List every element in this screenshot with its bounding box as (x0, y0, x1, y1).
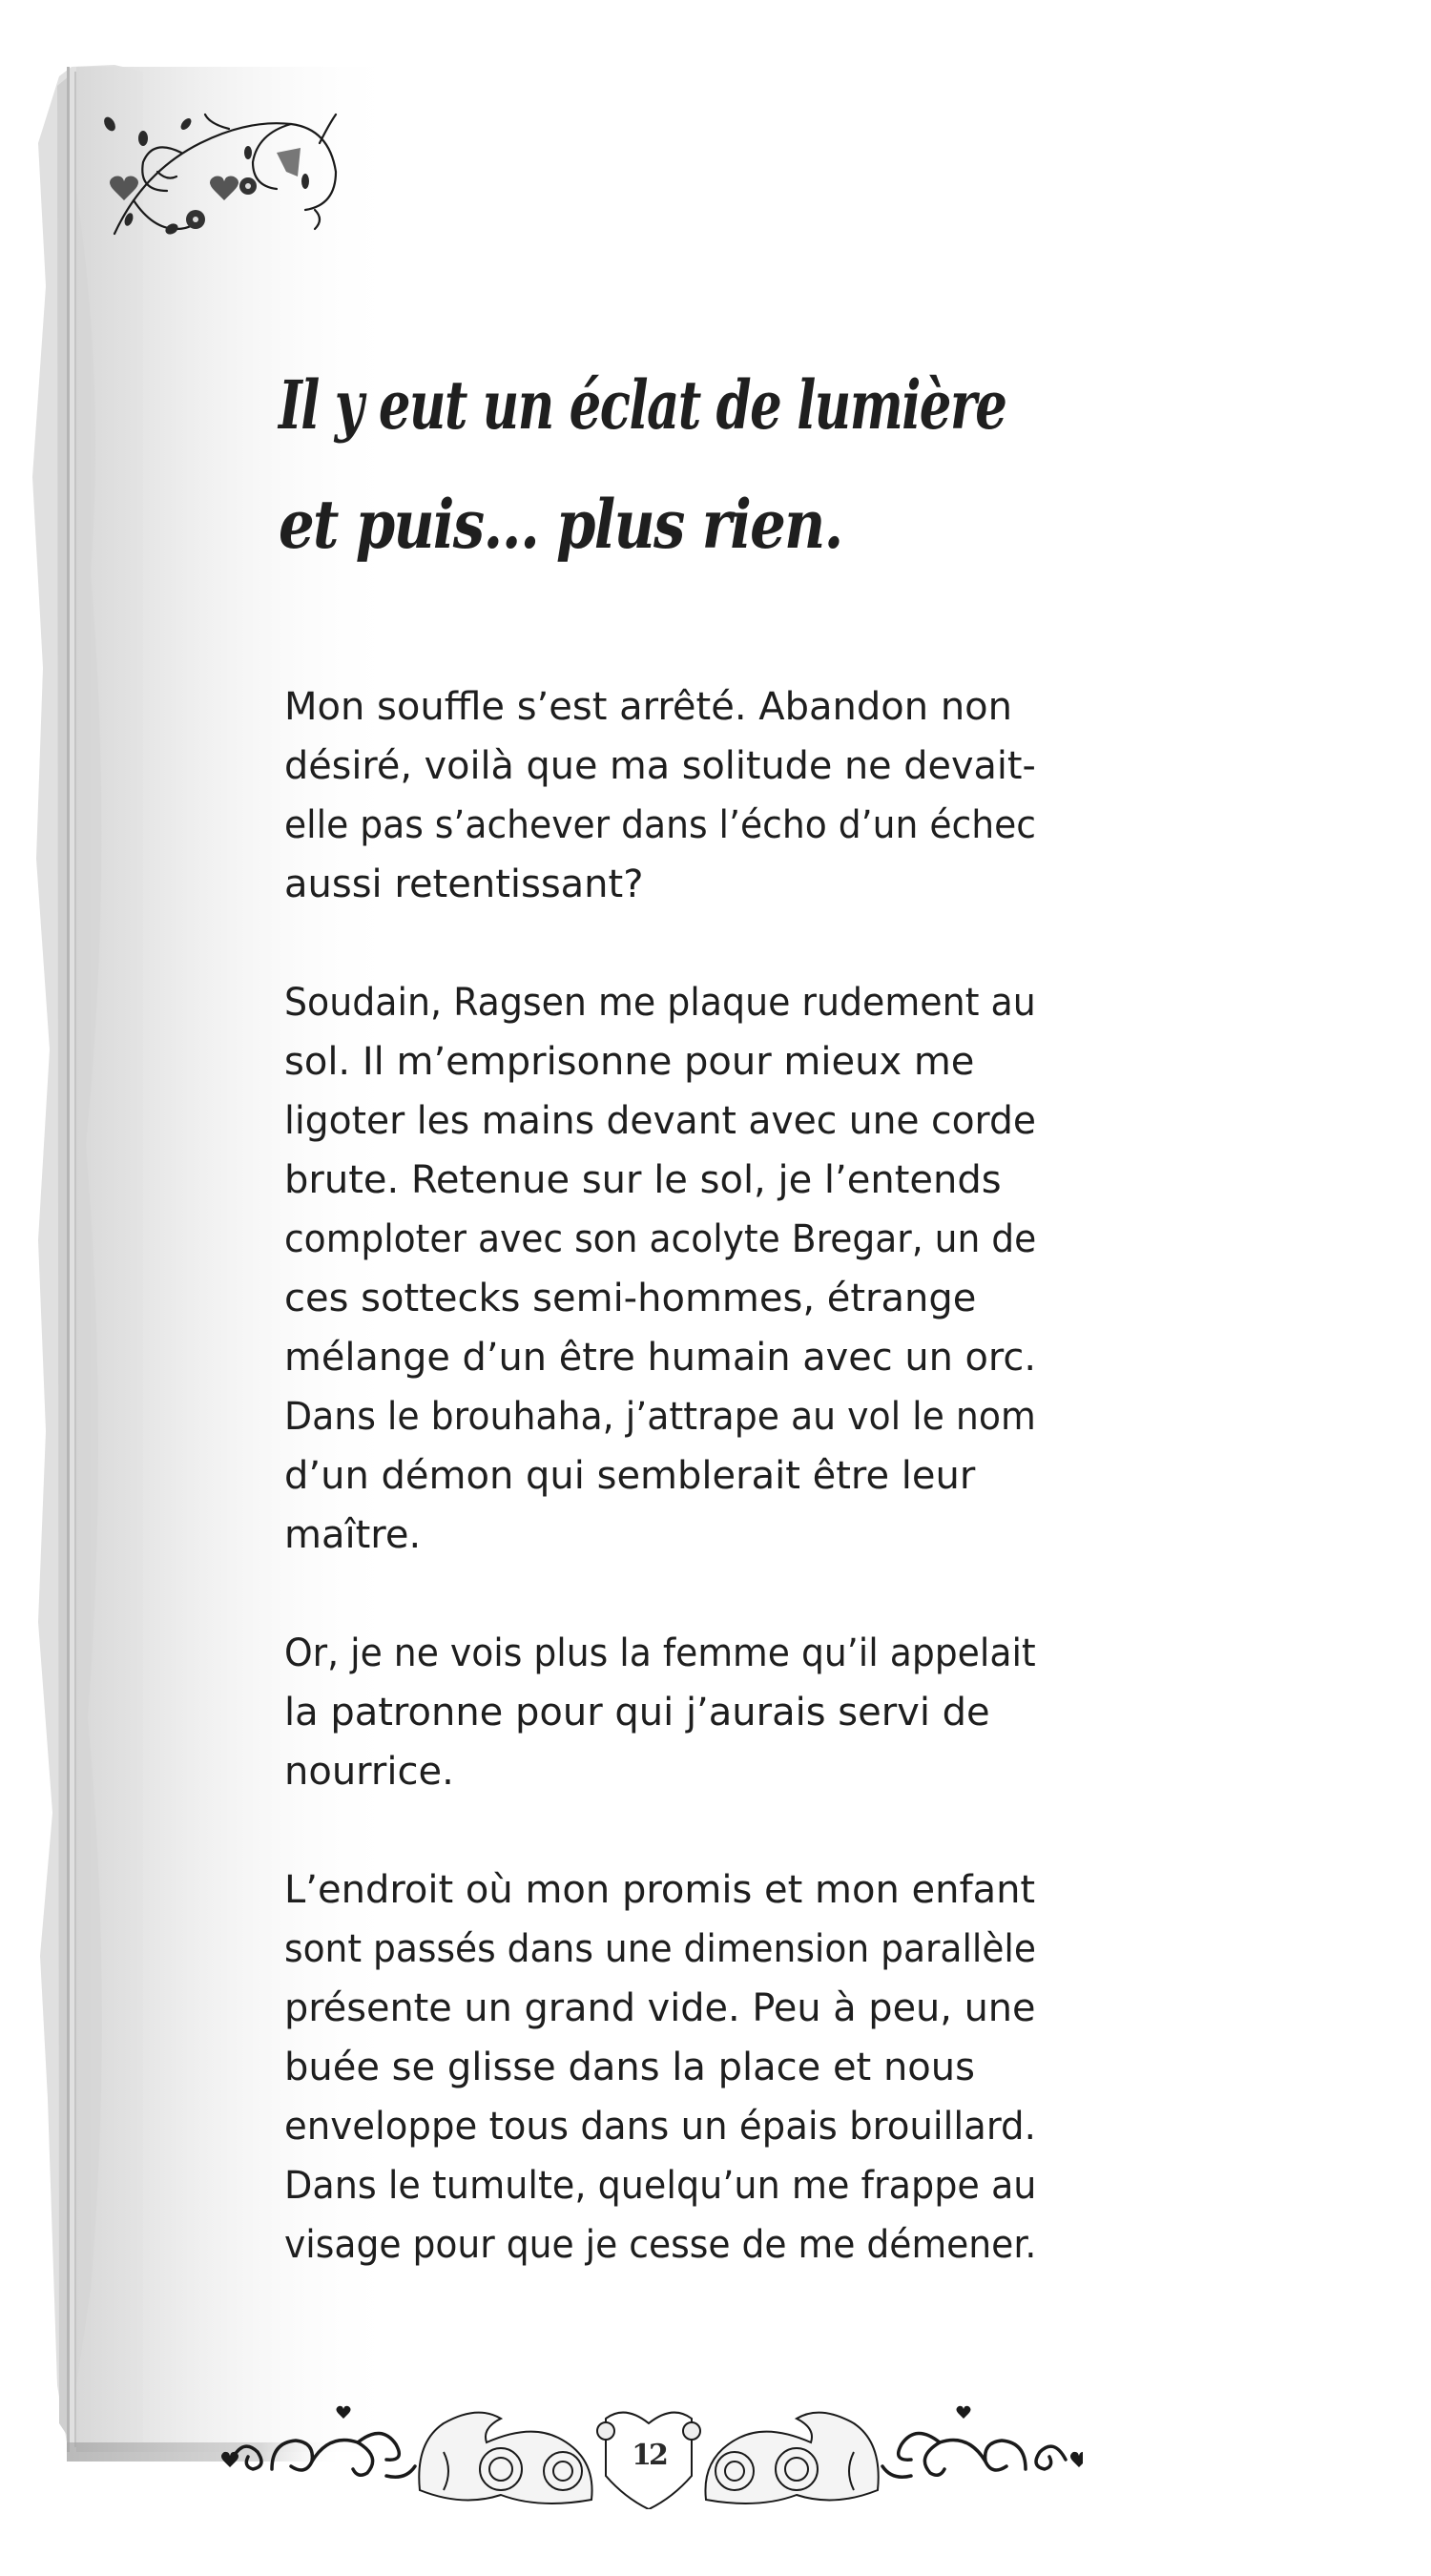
text-line: présente un grand vide. Peu à peu, une (284, 1986, 1036, 2030)
text-line: buée se glisse dans la place et nous (284, 2046, 975, 2089)
text-line: Dans le tumulte, quelqu’un me frappe au (284, 2164, 1037, 2208)
text-line: aussi retentissant? (284, 862, 644, 906)
text-line: la patronne pour qui j’aurais servi de (284, 1691, 990, 1735)
text-line: Mon souffle s’est arrêté. Abandon non (284, 685, 1012, 729)
text-line: sol. Il m’emprisonne pour mieux me (284, 1040, 975, 1084)
paragraph (284, 677, 1036, 914)
text-line: désiré, voilà que ma solitude ne devait- (284, 744, 1036, 788)
chapter-title (279, 345, 1077, 584)
text-line: ces sottecks semi-hommes, étrange (284, 1277, 977, 1320)
paragraph (284, 973, 1036, 1565)
text-line: L’endroit où mon promis et mon enfant (284, 1868, 1036, 1912)
page-number: 12 (632, 2439, 666, 2472)
chapter-title-line: et puis… plus rien. (279, 485, 842, 564)
text-line: visage pour que je cesse de me démener. (284, 2223, 1037, 2267)
text-line: d’un démon qui semblerait être leur (284, 1454, 976, 1498)
text-line: Or, je ne vois plus la femme qu’il appelait (284, 1631, 1036, 1675)
chapter-title-line: Il y eut un éclat de lumière (279, 365, 1006, 445)
text-line: Soudain, Ragsen me plaque rudement au (284, 981, 1036, 1025)
text-line: maître. (284, 1513, 422, 1557)
body-text (284, 677, 1036, 2334)
corner-vine-ornament-icon (86, 86, 348, 253)
text-line: Dans le brouhaha, j’attrape au vol le nom (284, 1395, 1036, 1439)
text-line: brute. Retenue sur le sol, je l’entends (284, 1158, 1002, 1202)
text-line: mélange d’un être humain avec un orc. (284, 1336, 1036, 1380)
text-line: ligoter les mains devant avec une corde (284, 1099, 1036, 1143)
text-line: enveloppe tous dans un épais brouillard. (284, 2105, 1036, 2149)
text-line: nourrice. (284, 1750, 454, 1794)
text-line: comploter avec son acolyte Bregar, un de (284, 1217, 1037, 1261)
paragraph (284, 1624, 1036, 1801)
text-line: elle pas s’achever dans l’écho d’un échec (284, 803, 1036, 847)
paragraph (284, 1860, 1036, 2275)
text-line: sont passés dans une dimension parallèle (284, 1927, 1036, 1971)
